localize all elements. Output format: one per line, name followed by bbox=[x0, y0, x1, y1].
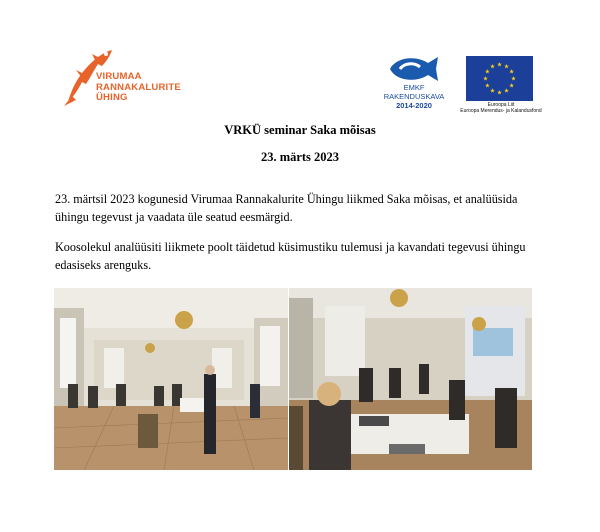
org-logo-text bbox=[96, 72, 181, 104]
eu-logo-line-2: Euroopa Merendus- ja Kalandusfond bbox=[460, 108, 542, 114]
emkf-logo-line-1: EMKF bbox=[403, 83, 425, 92]
paragraph-intro: 23. märtsil 2023 kogunesid Virumaa Rannakalurite Ühingu liikmed Saka mõisas, et analüüsida ühingu tegevust ja vaadata üle seatud eesmärgid. bbox=[55, 192, 518, 224]
org-logo-line-1: VIRUMAA bbox=[96, 71, 142, 82]
seminar-hall-photo-left bbox=[54, 288, 288, 470]
document-date: 23. märts 2023 bbox=[260, 150, 340, 164]
org-logo-line-2: RANNAKALURITE bbox=[96, 81, 181, 93]
eu-star bbox=[483, 76, 488, 80]
emkf-logo-line-3: 2014-2020 bbox=[396, 101, 432, 110]
emkf-logo bbox=[378, 55, 450, 117]
eu-star bbox=[504, 88, 509, 92]
eu-star bbox=[509, 83, 514, 87]
eu-star bbox=[485, 83, 490, 87]
eu-star bbox=[511, 76, 516, 80]
document-title: VRKÜ seminar Saka mõisas bbox=[224, 123, 376, 137]
eu-star bbox=[490, 88, 495, 92]
paragraph-details: Koosolekul analüüsiti liikmete poolt täidetud küsimustiku tulemusi ja kavandati tegevusi ühingu edasiseks arenguks. bbox=[55, 240, 526, 272]
eu-logo-text bbox=[460, 102, 542, 114]
eu-flag bbox=[466, 56, 533, 101]
org-logo-line-3: ÜHING bbox=[96, 92, 128, 103]
eu-star bbox=[504, 64, 509, 68]
eu-star bbox=[485, 69, 490, 73]
seminar-hall-photo-right bbox=[289, 288, 532, 470]
eu-star bbox=[497, 90, 502, 94]
eu-star bbox=[497, 62, 502, 66]
eu-star bbox=[490, 64, 495, 68]
eu-stars-icon bbox=[466, 56, 533, 101]
emkf-logo-line-2: RAKENDUSKAVA bbox=[383, 92, 445, 101]
eu-logo-line-1: Euroopa Liit bbox=[487, 102, 515, 108]
fish-icon bbox=[386, 55, 442, 83]
eu-star bbox=[509, 69, 514, 73]
